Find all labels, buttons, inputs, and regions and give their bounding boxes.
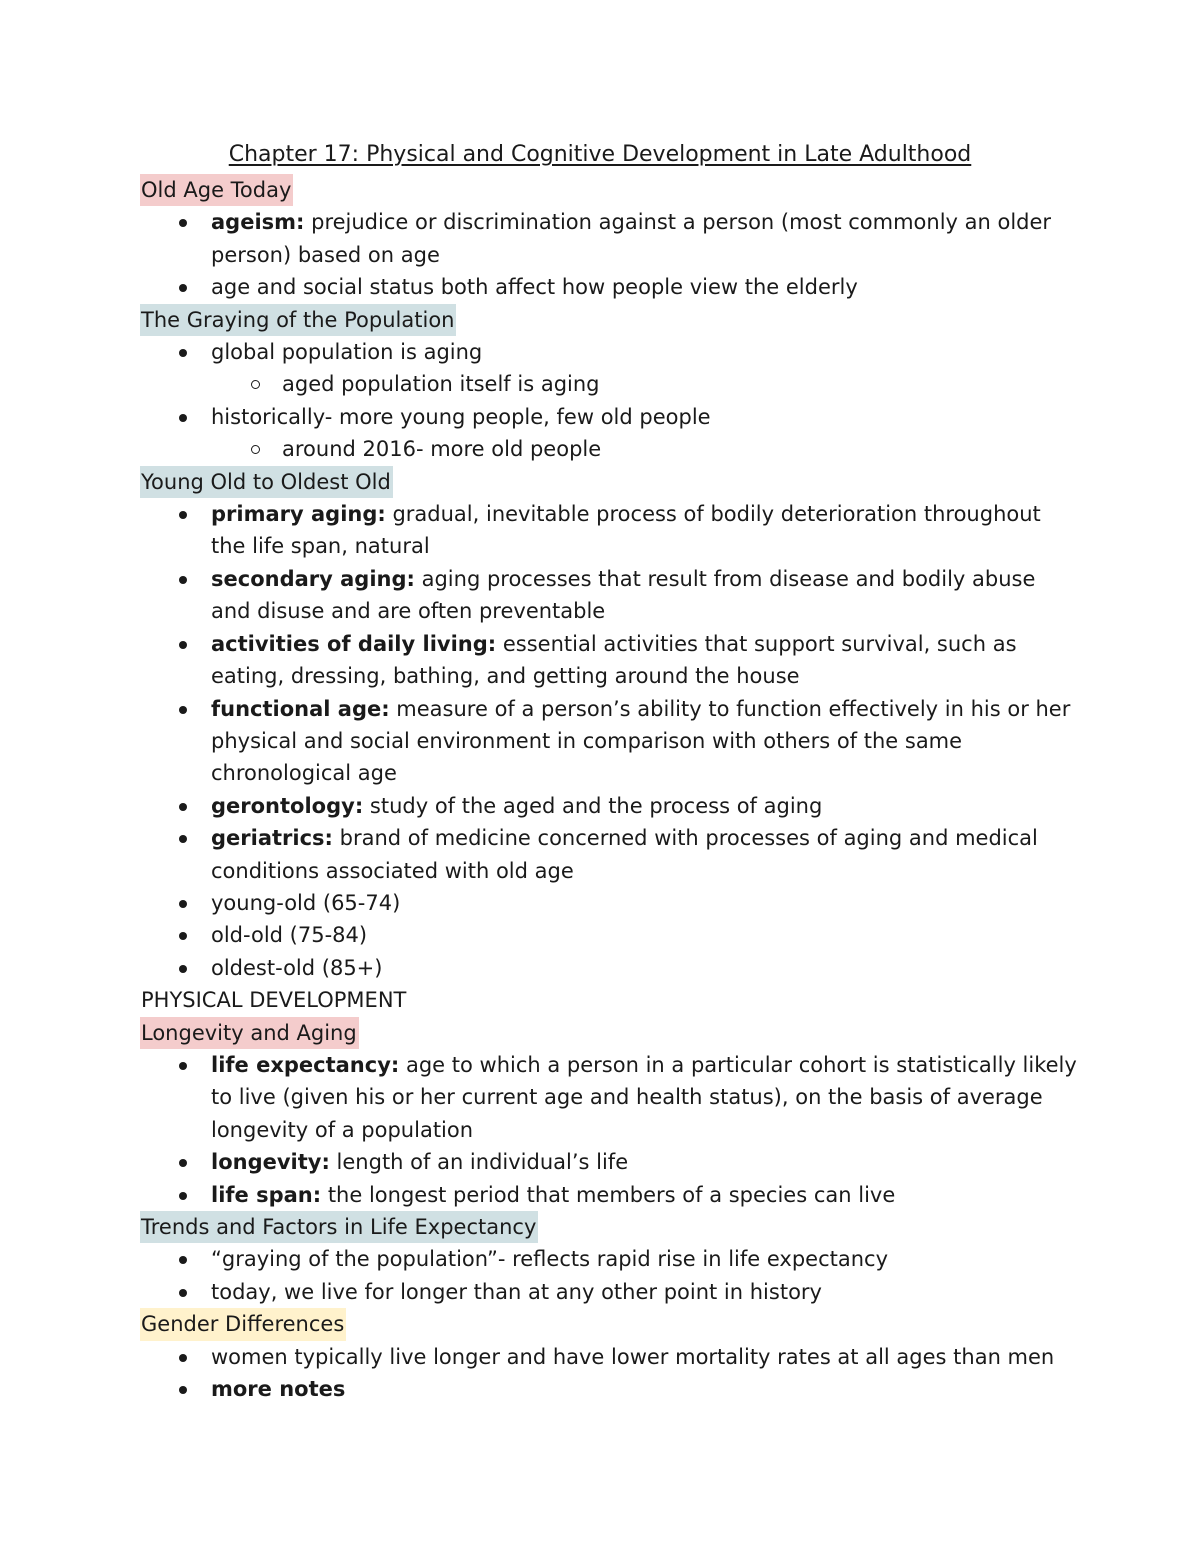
term: more notes bbox=[211, 1377, 346, 1402]
list-item bbox=[141, 628, 1081, 693]
sub-list-item: aged population itself is aging bbox=[211, 368, 1081, 400]
definition: the longest period that members of a species can live bbox=[321, 1182, 896, 1207]
definition: essential activities that support survival, such as bbox=[496, 631, 1017, 656]
definition-continued: conditions associated with old age bbox=[211, 858, 574, 883]
bullet-list bbox=[141, 1243, 1081, 1308]
list-item bbox=[141, 1276, 1081, 1308]
page-title: Chapter 17: Physical and Cognitive Development in Late Adulthood bbox=[228, 142, 972, 167]
term: ageism: bbox=[211, 210, 305, 235]
item-text: today, we live for longer than at any other point in history bbox=[211, 1279, 822, 1304]
definition: age to which a person in a particular cohort is statistically likely bbox=[399, 1052, 1077, 1077]
item-text: “graying of the population”- reflects rapid rise in life expectancy bbox=[211, 1247, 889, 1272]
definition-continued: longevity of a population bbox=[211, 1117, 474, 1142]
section-heading: Young Old to Oldest Old bbox=[140, 466, 393, 498]
definition-continued: physical and social environment in comparison with others of the same bbox=[211, 728, 963, 753]
list-item bbox=[141, 822, 1081, 887]
definition-continued: the life span, natural bbox=[211, 534, 430, 559]
list-item bbox=[141, 1243, 1081, 1275]
bullet-list bbox=[141, 1341, 1081, 1406]
item-text: women typically live longer and have lower mortality rates at all ages than men bbox=[211, 1344, 1055, 1369]
term: activities of daily living: bbox=[211, 631, 497, 656]
definition: brand of medicine concerned with processes of aging and medical bbox=[332, 826, 1038, 851]
definition-continued: and disuse and are often preventable bbox=[211, 599, 606, 624]
term: life span: bbox=[211, 1182, 322, 1207]
sub-list-item: around 2016- more old people bbox=[211, 433, 1081, 465]
definition: gradual, inevitable process of bodily deterioration throughout bbox=[385, 502, 1041, 527]
definition: study of the aged and the process of aging bbox=[363, 793, 823, 818]
list-item bbox=[141, 401, 1081, 466]
section-graying-population bbox=[141, 304, 1081, 336]
term: functional age: bbox=[211, 696, 390, 721]
item-text: age and social status both affect how people view the elderly bbox=[211, 275, 858, 300]
definition-continued: person) based on age bbox=[211, 242, 440, 267]
list-item bbox=[141, 206, 1081, 271]
list-item bbox=[141, 498, 1081, 563]
bullet-list bbox=[141, 498, 1081, 984]
list-item bbox=[141, 1179, 1081, 1211]
section-heading: Longevity and Aging bbox=[140, 1017, 359, 1049]
bullet-list bbox=[141, 336, 1081, 466]
section-heading: Trends and Factors in Life Expectancy bbox=[140, 1211, 538, 1243]
list-item bbox=[141, 1341, 1081, 1373]
list-item bbox=[141, 887, 1081, 919]
list-item bbox=[141, 952, 1081, 984]
notes-body bbox=[141, 174, 1081, 1405]
sub-bullet-list bbox=[211, 433, 1081, 465]
definition: length of an individual’s life bbox=[329, 1150, 629, 1175]
definition-continued: eating, dressing, bathing, and getting around the house bbox=[211, 664, 800, 689]
sub-bullet-list bbox=[211, 368, 1081, 400]
term: secondary aging: bbox=[211, 566, 415, 591]
major-section-heading: PHYSICAL DEVELOPMENT bbox=[141, 988, 407, 1013]
list-item bbox=[141, 563, 1081, 628]
term: life expectancy: bbox=[211, 1052, 400, 1077]
definition: aging processes that result from disease and bodily abuse bbox=[414, 566, 1036, 591]
list-item bbox=[141, 336, 1081, 401]
bullet-list bbox=[141, 206, 1081, 303]
term: longevity: bbox=[211, 1150, 330, 1175]
item-text: oldest-old (85+) bbox=[211, 955, 383, 980]
section-old-age-today bbox=[141, 174, 1081, 206]
definition: measure of a person’s ability to function effectively in his or her bbox=[389, 696, 1071, 721]
item-text: young-old (65-74) bbox=[211, 890, 401, 915]
item-text: historically- more young people, few old people bbox=[211, 404, 711, 429]
section-young-old-oldest-old bbox=[141, 466, 1081, 498]
bullet-list bbox=[141, 1049, 1081, 1211]
section-trends-factors bbox=[141, 1211, 1081, 1243]
item-text: global population is aging bbox=[211, 340, 483, 365]
term: primary aging: bbox=[211, 502, 386, 527]
section-heading: Gender Differences bbox=[140, 1308, 346, 1340]
list-item bbox=[141, 693, 1081, 790]
list-item bbox=[141, 1146, 1081, 1178]
section-gender-differences bbox=[141, 1308, 1081, 1340]
list-item bbox=[141, 790, 1081, 822]
list-item bbox=[141, 1049, 1081, 1146]
list-item bbox=[141, 271, 1081, 303]
definition: prejudice or discrimination against a person (most commonly an older bbox=[304, 210, 1052, 235]
section-heading: The Graying of the Population bbox=[140, 304, 456, 336]
item-text: old-old (75-84) bbox=[211, 923, 368, 948]
definition-continued: chronological age bbox=[211, 761, 397, 786]
term: geriatrics: bbox=[211, 826, 333, 851]
section-heading: Old Age Today bbox=[140, 174, 293, 206]
list-item bbox=[141, 919, 1081, 951]
term: gerontology: bbox=[211, 793, 364, 818]
list-item bbox=[141, 1373, 1081, 1405]
section-longevity-aging bbox=[141, 1017, 1081, 1049]
definition-continued: to live (given his or her current age and health status), on the basis of average bbox=[211, 1085, 1043, 1110]
